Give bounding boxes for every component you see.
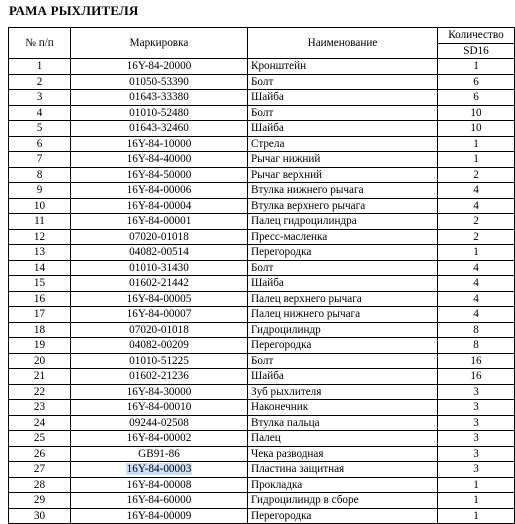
cell-num: 5 bbox=[9, 121, 71, 137]
cell-name: Наконечник bbox=[248, 400, 438, 416]
cell-name: Шайба bbox=[248, 369, 438, 385]
selected-text: 16Y-84-00003 bbox=[126, 463, 192, 475]
cell-name: Зуб рыхлителя bbox=[248, 384, 438, 400]
header-qty-model: SD16 bbox=[438, 43, 515, 59]
cell-mark: 16Y-84-00004 bbox=[71, 198, 248, 214]
cell-qty: 16 bbox=[438, 369, 515, 385]
cell-num: 27 bbox=[9, 462, 71, 478]
cell-name: Чека разводная bbox=[248, 446, 438, 462]
table-row bbox=[9, 291, 515, 307]
table-row bbox=[9, 183, 515, 199]
cell-mark: 01602-21442 bbox=[71, 276, 248, 292]
cell-num: 2 bbox=[9, 74, 71, 90]
cell-num: 26 bbox=[9, 446, 71, 462]
cell-qty: 1 bbox=[438, 493, 515, 509]
cell-qty: 3 bbox=[438, 431, 515, 447]
table-row bbox=[9, 508, 515, 524]
cell-name: Втулка нижнего рычага bbox=[248, 183, 438, 199]
header-mark: Маркировка bbox=[71, 28, 248, 59]
cell-mark: 16Y-84-10000 bbox=[71, 136, 248, 152]
cell-mark: GB91-86 bbox=[71, 446, 248, 462]
cell-qty: 1 bbox=[438, 136, 515, 152]
table-row bbox=[9, 307, 515, 323]
cell-qty: 4 bbox=[438, 198, 515, 214]
table-row bbox=[9, 121, 515, 137]
cell-num: 21 bbox=[9, 369, 71, 385]
table-row bbox=[9, 369, 515, 385]
table-row bbox=[9, 198, 515, 214]
cell-num: 28 bbox=[9, 477, 71, 493]
cell-num: 24 bbox=[9, 415, 71, 431]
cell-name: Втулка пальца bbox=[248, 415, 438, 431]
cell-num: 30 bbox=[9, 508, 71, 524]
cell-qty: 1 bbox=[438, 508, 515, 524]
table-row bbox=[9, 415, 515, 431]
cell-num: 1 bbox=[9, 59, 71, 75]
cell-qty: 1 bbox=[438, 245, 515, 261]
cell-mark: 07020-01018 bbox=[71, 322, 248, 338]
cell-qty: 10 bbox=[438, 121, 515, 137]
cell-mark: 01010-31430 bbox=[71, 260, 248, 276]
cell-qty: 16 bbox=[438, 353, 515, 369]
cell-name: Палец верхнего рычага bbox=[248, 291, 438, 307]
cell-num: 10 bbox=[9, 198, 71, 214]
cell-name: Перегородка bbox=[248, 338, 438, 354]
cell-mark: 16Y-84-40000 bbox=[71, 152, 248, 168]
cell-qty: 10 bbox=[438, 105, 515, 121]
cell-qty: 4 bbox=[438, 291, 515, 307]
cell-mark: 16Y-84-30000 bbox=[71, 384, 248, 400]
cell-num: 18 bbox=[9, 322, 71, 338]
table-row bbox=[9, 167, 515, 183]
cell-name: Рычаг верхний bbox=[248, 167, 438, 183]
table-row bbox=[9, 462, 515, 478]
cell-name: Палец гидроцилиндра bbox=[248, 214, 438, 230]
cell-num: 3 bbox=[9, 90, 71, 106]
cell-name: Перегородка bbox=[248, 508, 438, 524]
cell-qty: 1 bbox=[438, 477, 515, 493]
cell-qty: 4 bbox=[438, 307, 515, 323]
cell-name: Втулка верхнего рычага bbox=[248, 198, 438, 214]
cell-num: 16 bbox=[9, 291, 71, 307]
cell-name: Шайба bbox=[248, 121, 438, 137]
cell-qty: 4 bbox=[438, 183, 515, 199]
cell-name: Палец нижнего рычага bbox=[248, 307, 438, 323]
table-row bbox=[9, 105, 515, 121]
cell-mark: 16Y-84-00008 bbox=[71, 477, 248, 493]
table-row bbox=[9, 276, 515, 292]
cell-qty: 1 bbox=[438, 152, 515, 168]
cell-qty: 6 bbox=[438, 90, 515, 106]
cell-name: Болт bbox=[248, 353, 438, 369]
cell-mark: 01010-52480 bbox=[71, 105, 248, 121]
cell-mark: 16Y-84-00001 bbox=[71, 214, 248, 230]
cell-qty: 8 bbox=[438, 322, 515, 338]
cell-mark: 09244-02508 bbox=[71, 415, 248, 431]
table-row bbox=[9, 338, 515, 354]
cell-mark: 16Y-84-00005 bbox=[71, 291, 248, 307]
cell-name: Палец bbox=[248, 431, 438, 447]
cell-qty: 2 bbox=[438, 214, 515, 230]
cell-num: 13 bbox=[9, 245, 71, 261]
table-row bbox=[9, 493, 515, 509]
cell-mark: 01010-51225 bbox=[71, 353, 248, 369]
cell-mark: 16Y-84-00009 bbox=[71, 508, 248, 524]
header-num: № п/п bbox=[9, 28, 71, 59]
parts-table bbox=[8, 27, 515, 524]
cell-num: 29 bbox=[9, 493, 71, 509]
header-name: Наименование bbox=[248, 28, 438, 59]
cell-name: Гидроцилиндр bbox=[248, 322, 438, 338]
table-row bbox=[9, 477, 515, 493]
cell-qty: 6 bbox=[438, 74, 515, 90]
cell-name: Рычаг нижний bbox=[248, 152, 438, 168]
cell-mark: 16Y-84-00010 bbox=[71, 400, 248, 416]
cell-num: 7 bbox=[9, 152, 71, 168]
table-row bbox=[9, 59, 515, 75]
table-body bbox=[9, 59, 515, 524]
cell-mark: 16Y-84-50000 bbox=[71, 167, 248, 183]
cell-num: 20 bbox=[9, 353, 71, 369]
cell-mark: 16Y-84-00006 bbox=[71, 183, 248, 199]
cell-num: 12 bbox=[9, 229, 71, 245]
cell-qty: 3 bbox=[438, 384, 515, 400]
table-row bbox=[9, 152, 515, 168]
cell-mark: 07020-01018 bbox=[71, 229, 248, 245]
table-row bbox=[9, 229, 515, 245]
cell-name: Пластина защитная bbox=[248, 462, 438, 478]
table-row bbox=[9, 214, 515, 230]
cell-num: 14 bbox=[9, 260, 71, 276]
table-row bbox=[9, 245, 515, 261]
cell-name: Шайба bbox=[248, 276, 438, 292]
cell-name: Пресс-масленка bbox=[248, 229, 438, 245]
cell-qty: 3 bbox=[438, 446, 515, 462]
table-row bbox=[9, 446, 515, 462]
table-row bbox=[9, 90, 515, 106]
cell-qty: 3 bbox=[438, 400, 515, 416]
header-qty: Количество bbox=[438, 28, 515, 44]
cell-qty: 2 bbox=[438, 229, 515, 245]
page-title: РАМА РЫХЛИТЕЛЯ bbox=[9, 3, 139, 18]
cell-num: 11 bbox=[9, 214, 71, 230]
cell-num: 19 bbox=[9, 338, 71, 354]
cell-name: Прокладка bbox=[248, 477, 438, 493]
cell-mark: 16Y-84-00007 bbox=[71, 307, 248, 323]
cell-qty: 8 bbox=[438, 338, 515, 354]
cell-name: Болт bbox=[248, 105, 438, 121]
cell-num: 17 bbox=[9, 307, 71, 323]
cell-mark bbox=[71, 462, 248, 478]
cell-num: 9 bbox=[9, 183, 71, 199]
cell-name: Перегородка bbox=[248, 245, 438, 261]
cell-mark: 04082-00209 bbox=[71, 338, 248, 354]
cell-qty: 3 bbox=[438, 462, 515, 478]
cell-num: 25 bbox=[9, 431, 71, 447]
cell-qty: 3 bbox=[438, 415, 515, 431]
cell-name: Шайба bbox=[248, 90, 438, 106]
table-row bbox=[9, 136, 515, 152]
cell-mark: 01643-33380 bbox=[71, 90, 248, 106]
table-row bbox=[9, 322, 515, 338]
table-row bbox=[9, 384, 515, 400]
cell-name: Кронштейн bbox=[248, 59, 438, 75]
cell-mark: 16Y-84-60000 bbox=[71, 493, 248, 509]
table-row bbox=[9, 400, 515, 416]
cell-mark: 16Y-84-20000 bbox=[71, 59, 248, 75]
cell-mark: 04082-00514 bbox=[71, 245, 248, 261]
cell-num: 23 bbox=[9, 400, 71, 416]
cell-mark: 01643-32460 bbox=[71, 121, 248, 137]
cell-name: Стрела bbox=[248, 136, 438, 152]
table-row bbox=[9, 353, 515, 369]
cell-name: Гидроцилиндр в сборе bbox=[248, 493, 438, 509]
cell-num: 15 bbox=[9, 276, 71, 292]
cell-qty: 4 bbox=[438, 260, 515, 276]
cell-name: Болт bbox=[248, 260, 438, 276]
cell-qty: 1 bbox=[438, 59, 515, 75]
table-row bbox=[9, 74, 515, 90]
cell-name: Болт bbox=[248, 74, 438, 90]
cell-qty: 4 bbox=[438, 276, 515, 292]
cell-num: 22 bbox=[9, 384, 71, 400]
cell-num: 8 bbox=[9, 167, 71, 183]
cell-mark: 01602-21236 bbox=[71, 369, 248, 385]
cell-mark: 16Y-84-00002 bbox=[71, 431, 248, 447]
cell-num: 6 bbox=[9, 136, 71, 152]
cell-qty: 2 bbox=[438, 167, 515, 183]
table-header bbox=[9, 28, 515, 59]
cell-mark: 01050-53390 bbox=[71, 74, 248, 90]
table-row bbox=[9, 431, 515, 447]
cell-num: 4 bbox=[9, 105, 71, 121]
table-row bbox=[9, 260, 515, 276]
